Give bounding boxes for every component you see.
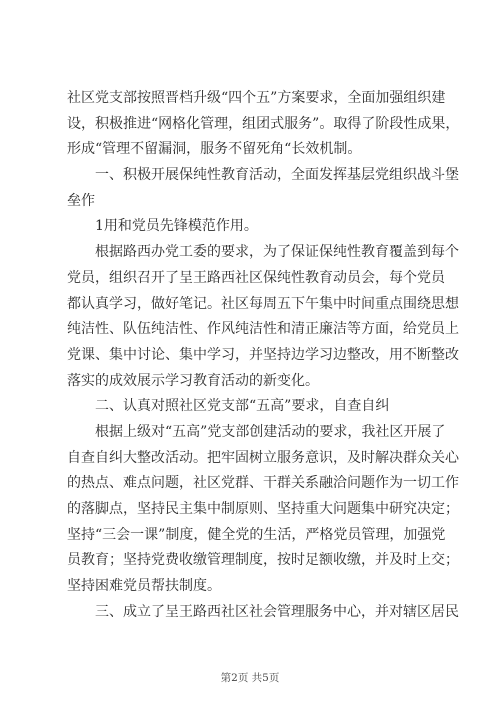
text-line: 设，积极推进“网格化管理，组团式服务”。取得了阶段性成果， — [67, 115, 460, 132]
text-line: 1用和党员先锋模范作用。 — [67, 218, 258, 235]
text-line: 党员，组织召开了呈王路西社区保纯性教育动员会，每个党员 — [67, 269, 445, 286]
text-line: 都认真学习，做好笔记。社区每周五下午集中时间重点围绕思想 — [67, 295, 459, 312]
text-line: 的落脚点，坚持民主集中制原则、坚持重大问题集中研究决定； — [67, 501, 459, 517]
text-line: 落实的成效展示学习教育活动的新变化。 — [67, 372, 319, 389]
text-line: 坚持“三会一课”制度，健全党的生活，严格党员管理，加强党 — [67, 526, 446, 543]
text-line: 根据上级对“五高”党支部创建活动的要求，我社区开展了 — [67, 423, 446, 440]
text-line: 形成“管理不留漏洞，服务不留死角“长效机制。 — [67, 141, 362, 158]
section-heading-line: 一、积极开展保纯性教育活动，全面发挥基层党组织战斗堡 — [67, 167, 459, 184]
document-body — [67, 86, 460, 625]
text-line: 党课、集中讨论、集中学习，并坚持边学习边整改，用不断整改 — [67, 346, 459, 363]
text-line: 社区党支部按照晋档升级“四个五”方案要求，全面加强组织建 — [67, 90, 446, 106]
text-line: 根据路西办党工委的要求，为了保证保纯性教育覆盖到每个 — [67, 244, 459, 261]
section-heading-line: 二、认真对照社区党支部“五高”要求，自查自纠 — [67, 398, 390, 415]
text-line: 自查自纠大整改活动。把牢固树立服务意识，及时解决群众关心 — [67, 449, 459, 466]
text-line: 坚持困难党员帮扶制度。 — [67, 578, 221, 595]
section-heading-line: 垒作 — [67, 192, 95, 209]
text-line: 的热点、难点问题，社区党群、干群关系融洽问题作为一切工作 — [67, 475, 459, 492]
section-heading-line: 三、成立了呈王路西社区社会管理服务中心，并对辖区居民 — [67, 603, 459, 620]
page-number-footer: 第2页 共5页 — [220, 672, 280, 684]
text-line: 员教育；坚持党费收缴管理制度，按时足额收缴，并及时上交； — [67, 552, 459, 569]
text-line: 纯洁性、队伍纯洁性、作风纯洁性和清正廉洁等方面，给党员上 — [67, 321, 459, 338]
